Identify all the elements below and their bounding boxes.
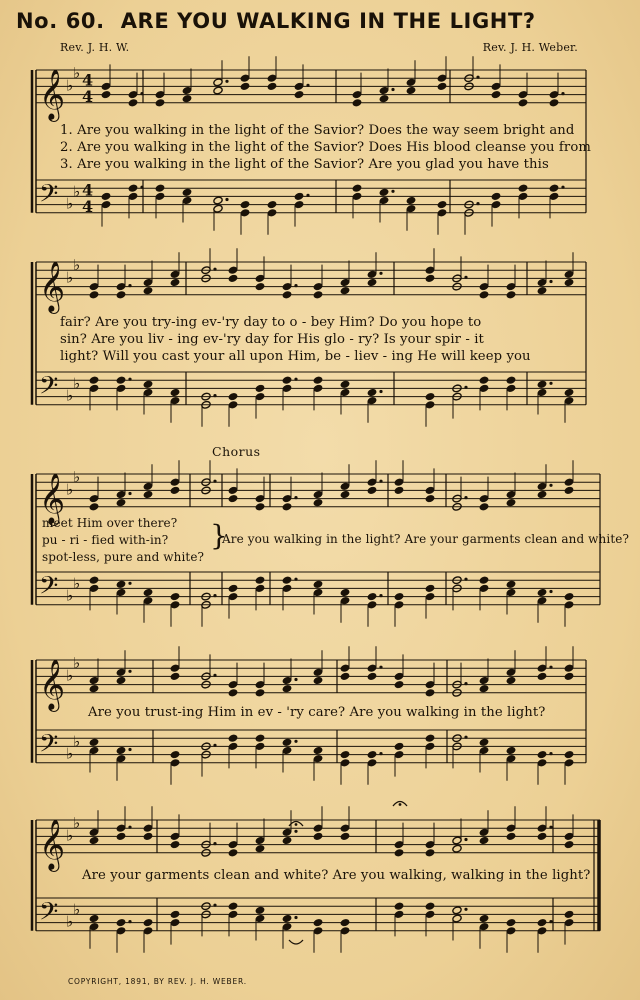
note-head: [267, 82, 277, 91]
chorus-line-2: Are you trust-ing Him in ev - 'ry care? Are you walking in the light?: [88, 705, 546, 720]
note-head: [340, 672, 350, 681]
note-head: [564, 592, 574, 601]
bass-clef-icon: 𝄢: [39, 371, 59, 407]
note-head: [340, 832, 350, 841]
dot-icon: [128, 582, 131, 585]
dot-icon: [294, 830, 297, 833]
fermata-icon: [289, 940, 303, 944]
dot-icon: [549, 484, 552, 487]
dot-icon: [464, 736, 467, 739]
treble-clef-icon: 𝄞: [39, 472, 66, 524]
note-head: [479, 836, 489, 845]
note-head: [89, 684, 99, 693]
music-credit: Rev. J. H. Weber.: [482, 41, 578, 54]
dot-icon: [294, 284, 297, 287]
note-head: [537, 380, 547, 389]
flat-icon: ♭: [73, 732, 81, 751]
note-head: [228, 688, 238, 697]
note-head: [282, 376, 292, 385]
dot-icon: [225, 198, 228, 201]
note-head: [143, 380, 153, 389]
dot-icon: [379, 390, 382, 393]
dot-icon: [549, 666, 552, 669]
note-head: [282, 576, 292, 585]
dot-icon: [549, 382, 552, 385]
note-head: [255, 502, 265, 511]
dot-icon: [294, 496, 297, 499]
note-head: [506, 832, 516, 841]
dot-icon: [464, 838, 467, 841]
dot-icon: [128, 378, 131, 381]
dot-icon: [213, 594, 216, 597]
dot-icon: [379, 594, 382, 597]
note-head: [506, 376, 516, 385]
note-head: [313, 580, 323, 589]
note-head: [282, 290, 292, 299]
dot-icon: [213, 268, 216, 271]
note-head: [506, 746, 516, 755]
dot-icon: [294, 740, 297, 743]
dot-icon: [140, 92, 143, 95]
note-head: [506, 676, 516, 685]
note-head: [564, 840, 574, 849]
dot-icon: [213, 394, 216, 397]
note-head: [506, 498, 516, 507]
dot-icon: [128, 670, 131, 673]
flat-icon: ♭: [66, 826, 74, 845]
verse-2-line-2: sin? Are you liv - ing ev-'ry day for His glo - ry? Is your spir - it: [60, 332, 484, 347]
treble-clef-icon: 𝄞: [39, 260, 66, 312]
note-head: [352, 98, 362, 107]
note-head: [452, 844, 462, 853]
note-head: [255, 282, 265, 291]
note-head: [425, 688, 435, 697]
dot-icon: [140, 186, 143, 189]
treble-clef-icon: 𝄞: [39, 658, 66, 710]
dot-icon: [561, 186, 564, 189]
dot-icon: [306, 84, 309, 87]
note-head: [379, 94, 389, 103]
dot-icon: [549, 752, 552, 755]
dot-icon: [561, 92, 564, 95]
dot-icon: [128, 284, 131, 287]
flat-icon: ♭: [66, 912, 74, 931]
dot-icon: [225, 80, 228, 83]
note-head: [228, 848, 238, 857]
words-credit: Rev. J. H. W.: [60, 41, 130, 54]
note-head: [282, 502, 292, 511]
note-head: [394, 848, 404, 857]
note-head: [89, 836, 99, 845]
note-head: [313, 376, 323, 385]
note-head: [170, 672, 180, 681]
chorus-label: Chorus: [212, 444, 261, 459]
note-head: [425, 734, 435, 743]
flat-icon: ♭: [73, 64, 81, 83]
note-head: [182, 94, 192, 103]
note-head: [255, 844, 265, 853]
note-head: [116, 746, 126, 755]
note-head: [313, 498, 323, 507]
note-head: [340, 380, 350, 389]
note-head: [406, 86, 416, 95]
treble-clef-icon: 𝄞: [39, 68, 66, 120]
flat-icon: ♭: [73, 814, 81, 833]
note-head: [406, 196, 416, 205]
note-head: [479, 502, 489, 511]
dot-icon: [294, 916, 297, 919]
note-head: [255, 734, 265, 743]
verse-2-ending: pu - ri - fied with-in?: [42, 533, 169, 547]
note-head: [170, 388, 180, 397]
note-head: [479, 290, 489, 299]
note-head: [340, 588, 350, 597]
verse-2-line-1: 2. Are you walking in the light of the Savior? Does His blood cleanse you from: [60, 140, 591, 155]
dot-icon: [379, 752, 382, 755]
note-head: [352, 184, 362, 193]
note-head: [89, 376, 99, 385]
note-head: [313, 918, 323, 927]
verse-3-line-1: 3. Are you walking in the light of the Savior? Are you glad you have this: [60, 157, 549, 172]
note-head: [518, 98, 528, 107]
flat-icon: ♭: [73, 468, 81, 487]
dot-icon: [379, 480, 382, 483]
flat-icon: ♭: [66, 744, 74, 763]
dot-icon: [213, 480, 216, 483]
flat-icon: ♭: [73, 182, 81, 201]
note-head: [89, 290, 99, 299]
copyright-notice: COPYRIGHT, 1891, BY REV. J. H. WEBER.: [68, 977, 247, 986]
note-head: [313, 290, 323, 299]
note-head: [282, 738, 292, 747]
note-head: [506, 918, 516, 927]
note-head: [116, 918, 126, 927]
note-head: [425, 392, 435, 401]
note-head: [170, 592, 180, 601]
note-head: [367, 672, 377, 681]
note-head: [294, 192, 304, 201]
note-head: [101, 192, 111, 201]
note-head: [255, 688, 265, 697]
note-head: [228, 584, 238, 593]
note-head: [282, 836, 292, 845]
dot-icon: [379, 272, 382, 275]
dot-icon: [213, 904, 216, 907]
note-head: [228, 734, 238, 743]
time-signature-numerator: 4: [82, 180, 94, 200]
verse-1-line-1: 1. Are you walking in the light of the Savior? Does the way seem bright and: [60, 123, 575, 138]
note-head: [255, 906, 265, 915]
dot-icon: [128, 748, 131, 751]
note-head: [394, 680, 404, 689]
note-head: [89, 738, 99, 747]
dot-icon: [128, 920, 131, 923]
fermata-dot: [399, 803, 402, 806]
note-head: [564, 278, 574, 287]
note-head: [116, 498, 126, 507]
dot-icon: [128, 492, 131, 495]
brace-icon: }: [210, 519, 228, 552]
note-head: [367, 750, 377, 759]
flat-icon: ♭: [66, 480, 74, 499]
note-head: [116, 290, 126, 299]
note-head: [506, 580, 516, 589]
dot-icon: [128, 826, 131, 829]
note-head: [170, 910, 180, 919]
note-head: [101, 90, 111, 99]
note-head: [491, 90, 501, 99]
dot-icon: [306, 194, 309, 197]
note-head: [425, 274, 435, 283]
note-head: [425, 848, 435, 857]
flat-icon: ♭: [73, 256, 81, 275]
note-head: [143, 490, 153, 499]
note-head: [255, 384, 265, 393]
dot-icon: [294, 578, 297, 581]
note-head: [228, 902, 238, 911]
dot-icon: [549, 826, 552, 829]
note-head: [255, 576, 265, 585]
note-head: [367, 278, 377, 287]
dot-icon: [213, 674, 216, 677]
note-head: [116, 580, 126, 589]
note-head: [479, 738, 489, 747]
flat-icon: ♭: [73, 374, 81, 393]
flat-icon: ♭: [73, 574, 81, 593]
note-head: [437, 200, 447, 209]
note-head: [340, 490, 350, 499]
dot-icon: [294, 678, 297, 681]
dot-icon: [549, 920, 552, 923]
note-head: [128, 184, 138, 193]
dot-icon: [464, 578, 467, 581]
note-head: [340, 750, 350, 759]
note-head: [128, 98, 138, 107]
note-head: [506, 290, 516, 299]
note-head: [143, 588, 153, 597]
flat-icon: ♭: [66, 586, 74, 605]
bass-clef-icon: 𝄢: [39, 897, 59, 933]
note-head: [294, 90, 304, 99]
note-head: [549, 98, 559, 107]
flat-icon: ♭: [66, 268, 74, 287]
note-head: [170, 750, 180, 759]
note-head: [89, 502, 99, 511]
dot-icon: [213, 842, 216, 845]
note-head: [240, 82, 250, 91]
note-head: [143, 832, 153, 841]
bass-clef-icon: 𝄢: [39, 729, 59, 765]
note-head: [155, 184, 165, 193]
dot-icon: [476, 202, 479, 205]
note-head: [537, 588, 547, 597]
hymn-number: No. 60.: [16, 9, 105, 33]
dot-icon: [476, 76, 479, 79]
note-head: [170, 486, 180, 495]
note-head: [170, 278, 180, 287]
note-head: [228, 274, 238, 283]
note-head: [564, 750, 574, 759]
note-head: [367, 592, 377, 601]
dot-icon: [464, 496, 467, 499]
note-head: [479, 684, 489, 693]
flat-icon: ♭: [66, 194, 74, 213]
note-head: [143, 286, 153, 295]
bass-clef-icon: 𝄢: [39, 179, 59, 215]
note-head: [394, 742, 404, 751]
note-head: [116, 676, 126, 685]
note-head: [228, 494, 238, 503]
flat-icon: ♭: [73, 654, 81, 673]
note-head: [116, 832, 126, 841]
note-head: [379, 188, 389, 197]
dot-icon: [464, 276, 467, 279]
note-head: [452, 906, 462, 915]
note-head: [479, 914, 489, 923]
bass-clef-icon: 𝄢: [39, 571, 59, 607]
dot-icon: [391, 88, 394, 91]
note-head: [518, 184, 528, 193]
note-head: [479, 376, 489, 385]
dot-icon: [464, 386, 467, 389]
note-head: [267, 200, 277, 209]
dot-icon: [549, 280, 552, 283]
flat-icon: ♭: [66, 666, 74, 685]
note-head: [537, 672, 547, 681]
note-head: [394, 902, 404, 911]
note-head: [425, 584, 435, 593]
dot-icon: [464, 908, 467, 911]
note-head: [213, 86, 223, 95]
time-signature-numerator: 4: [82, 70, 94, 90]
time-signature-denominator: 4: [82, 86, 94, 106]
note-head: [479, 576, 489, 585]
dot-icon: [391, 190, 394, 193]
note-head: [425, 902, 435, 911]
verse-1-line-2: fair? Are you try-ing ev-'ry day to o - bey Him? Do you hope to: [60, 315, 482, 330]
note-head: [537, 750, 547, 759]
treble-clef-icon: 𝄞: [39, 818, 66, 870]
note-head: [89, 576, 99, 585]
note-head: [425, 494, 435, 503]
verse-3-line-2: light? Will you cast your all upon Him, be - liev - ing He will keep you: [60, 349, 531, 364]
dot-icon: [213, 744, 216, 747]
note-head: [367, 486, 377, 495]
verse-3-ending: spot-less, pure and white?: [42, 550, 205, 564]
note-head: [313, 832, 323, 841]
note-head: [228, 392, 238, 401]
note-head: [367, 388, 377, 397]
note-head: [143, 918, 153, 927]
note-head: [340, 286, 350, 295]
note-head: [437, 82, 447, 91]
note-head: [537, 490, 547, 499]
flat-icon: ♭: [66, 386, 74, 405]
flat-icon: ♭: [66, 76, 74, 95]
dot-icon: [379, 666, 382, 669]
note-head: [182, 188, 192, 197]
hymn-title: ARE YOU WALKING IN THE LIGHT?: [120, 9, 536, 33]
note-head: [564, 910, 574, 919]
note-head: [537, 286, 547, 295]
note-head: [394, 592, 404, 601]
note-head: [491, 192, 501, 201]
note-head: [240, 200, 250, 209]
time-signature-denominator: 4: [82, 196, 94, 216]
dot-icon: [294, 378, 297, 381]
note-head: [213, 196, 223, 205]
note-head: [313, 746, 323, 755]
note-head: [394, 486, 404, 495]
fermata-dot: [295, 823, 298, 826]
note-head: [116, 376, 126, 385]
dot-icon: [464, 682, 467, 685]
flat-icon: ♭: [73, 900, 81, 919]
note-head: [282, 914, 292, 923]
note-head: [537, 918, 547, 927]
note-head: [282, 684, 292, 693]
note-head: [537, 832, 547, 841]
note-head: [89, 914, 99, 923]
note-head: [549, 184, 559, 193]
note-head: [313, 676, 323, 685]
note-head: [564, 672, 574, 681]
dot-icon: [549, 590, 552, 593]
verse-1-ending: meet Him over there?: [42, 516, 178, 530]
note-head: [564, 388, 574, 397]
note-head: [170, 840, 180, 849]
note-head: [155, 98, 165, 107]
chorus-line-1: Are you walking in the light? Are your garments clean and white?: [222, 532, 629, 546]
note-head: [564, 486, 574, 495]
chorus-line-3: Are your garments clean and white? Are you walking, walking in the light?: [82, 868, 591, 883]
note-head: [340, 918, 350, 927]
